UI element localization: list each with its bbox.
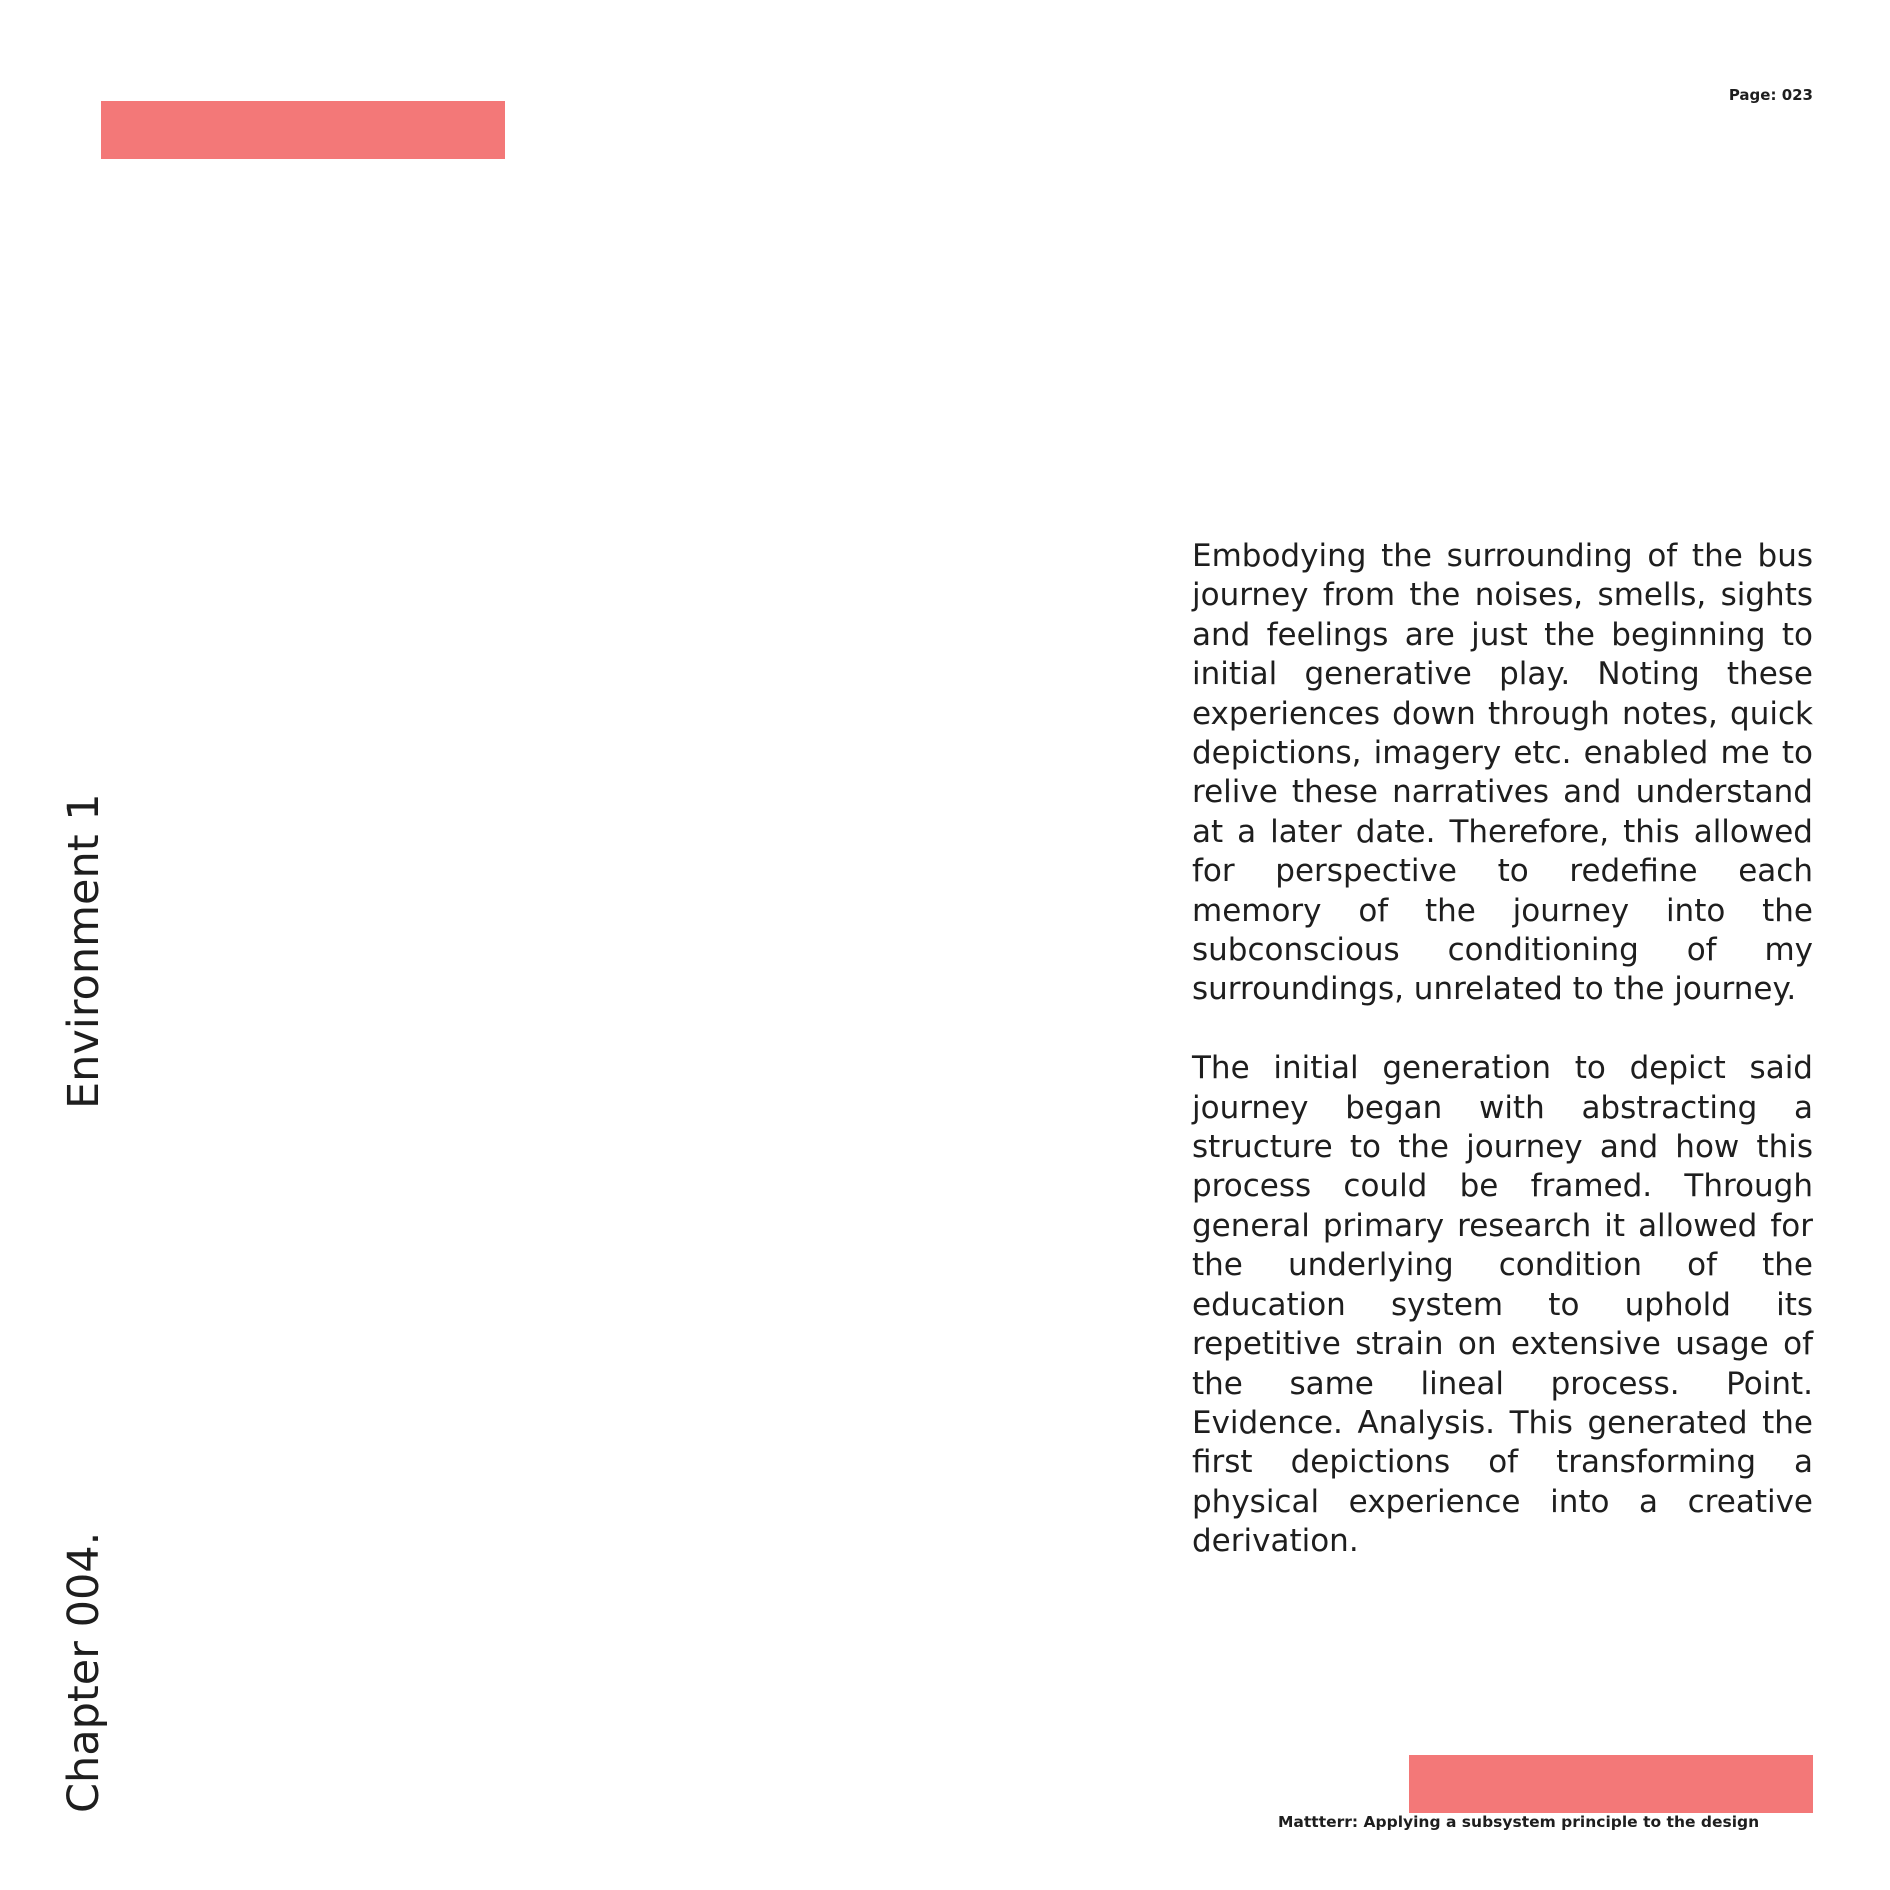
page-number: Page: 023 (1728, 86, 1813, 104)
body-paragraph-2: The initial generation to depict said journey began with abstracting a structure to the journey and how this process could be framed. Through general primary research it allowed for the underlying condition of the education system to uphold its repetitive strain on extensive usage of the same lineal process. Point. Evidence. Analysis. This generated the first depictions of transforming a physical experience into a creative derivation. (1192, 1050, 1813, 1560)
chapter-label: Chapter 004. (59, 1531, 109, 1813)
section-label: Environment 1 (59, 793, 109, 1109)
bottom-accent-bar (1409, 1755, 1813, 1813)
body-text (1192, 537, 1813, 1601)
top-accent-bar (101, 101, 505, 159)
footer-caption: Mattterr: Applying a subsystem principle to the design (1278, 1813, 1760, 1831)
body-paragraph-1: Embodying the surrounding of the bus journey from the noises, smells, sights and feelings are just the beginning to initial generative play. Noting these experiences down through notes, quick depictions, imagery etc. enabled me to relive these narratives and understand at a later date. Therefore, this allowed for perspective to redefine each memory of the journey into the subconscious conditioning of my surroundings, unrelated to the journey. (1192, 538, 1813, 1008)
